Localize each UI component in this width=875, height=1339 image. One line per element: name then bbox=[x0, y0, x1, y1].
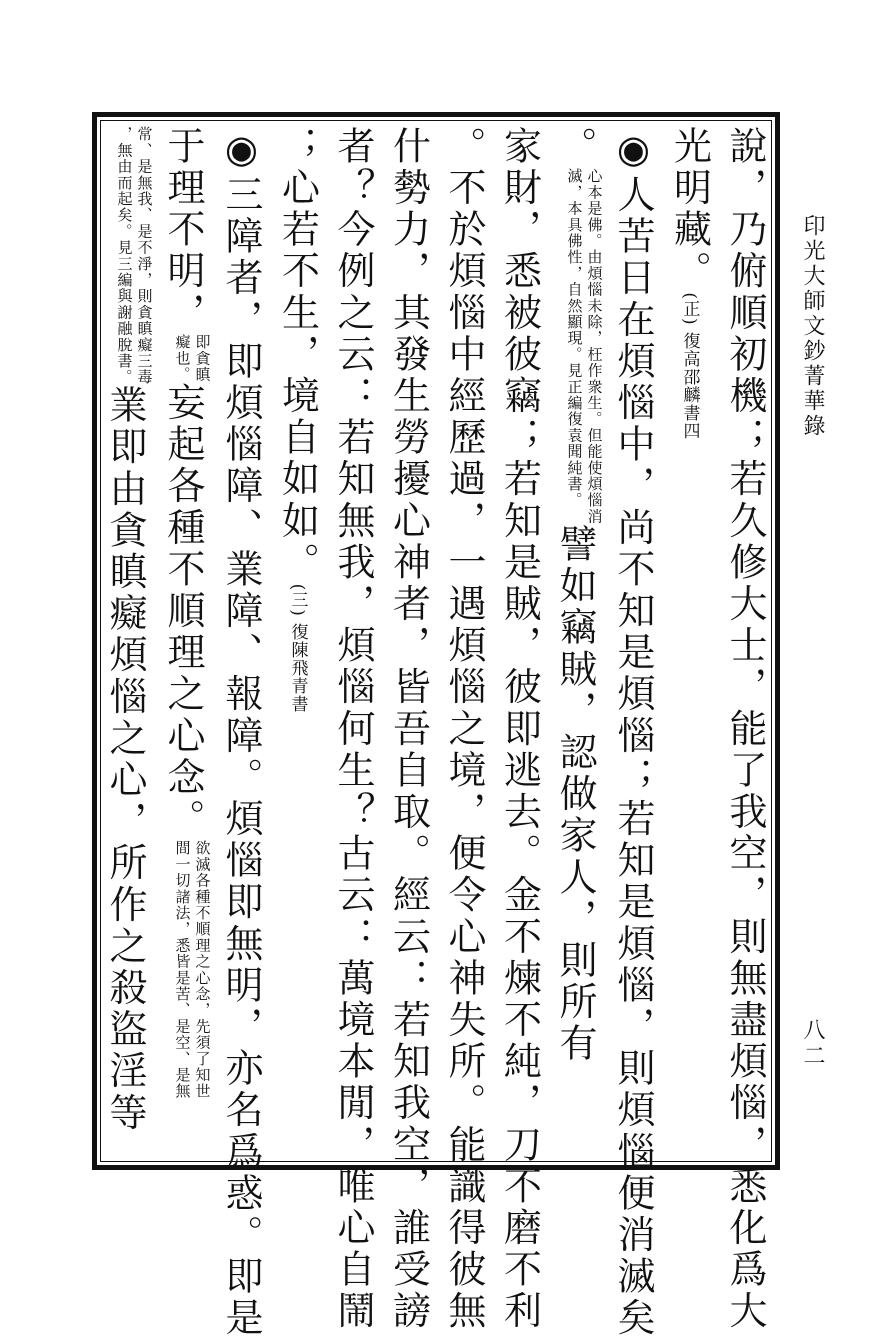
text-column bbox=[213, 126, 270, 1339]
text-column bbox=[380, 126, 436, 1333]
section-marker-icon: ◉ bbox=[219, 126, 264, 175]
text-run: 者？今例之云：若知無我，煩惱何生？古云：萬境本閒，唯心自鬧 bbox=[331, 126, 375, 1333]
source-reference: (正) 復高邵麟書四 bbox=[679, 292, 700, 441]
source-reference: (三) 復陳飛青書 bbox=[287, 583, 308, 714]
note-line: 滅，本具佛性，自然顯現。見正編復袁聞純書。 bbox=[565, 167, 584, 508]
text-run: 譬如竊賊，認做家人，則所有 bbox=[553, 524, 597, 1065]
text-run: 人苦日在煩惱中，尚不知是煩惱；若知是煩惱，則煩惱便消滅矣 bbox=[611, 174, 655, 1339]
text-column bbox=[436, 126, 492, 1333]
page-number: 八二 bbox=[800, 1018, 825, 1070]
text-run: 。 bbox=[553, 126, 597, 168]
body-text bbox=[103, 126, 772, 1339]
interlinear-note bbox=[565, 168, 605, 524]
book-title: 印光大師文鈔菁華錄 bbox=[800, 214, 825, 439]
note-line: 癡也。 bbox=[173, 334, 192, 383]
interlinear-note bbox=[115, 126, 155, 385]
text-run: 家財，悉被彼竊；若知是賊，彼即逃去。金不煉不純，刀不磨不利 bbox=[497, 126, 542, 1333]
note-line: 常、是無我、是不淨，則貪瞋癡三毒 bbox=[135, 126, 154, 386]
text-column bbox=[717, 126, 773, 1333]
text-run: 光明藏。 bbox=[667, 126, 712, 293]
text-column bbox=[269, 126, 325, 1126]
text-run: 業即由貪瞋癡煩惱之心，所作之殺盜淫等 bbox=[103, 385, 147, 1135]
text-run: 于理不明， bbox=[161, 126, 205, 334]
note-line: 心本是佛。由煩惱未除，枉作衆生。但能使煩惱消 bbox=[585, 167, 604, 525]
text-column bbox=[325, 126, 381, 1333]
text-run: 什勢力，其發生勞擾心神者，皆吾自取。經云：若知我空，誰受謗 bbox=[386, 126, 431, 1333]
section-marker-icon: ◉ bbox=[611, 126, 656, 175]
note-line: 欲滅各種不順理之心念，先須了知世 bbox=[193, 840, 212, 1100]
text-run: 。不於煩惱中經歷過，一遇煩惱之境，便令心神失所。能識得彼無 bbox=[442, 126, 486, 1333]
interlinear-note bbox=[173, 840, 213, 1099]
interlinear-note bbox=[173, 334, 213, 383]
text-column bbox=[491, 126, 547, 1333]
text-column bbox=[661, 126, 717, 1126]
text-run: 三障者，即煩惱障、業障、報障。煩惱即無明，亦名爲惑。即是 bbox=[219, 174, 263, 1339]
text-column bbox=[605, 126, 662, 1339]
text-run: ；心若不生，境自如如。 bbox=[275, 126, 320, 584]
text-column bbox=[155, 126, 213, 1126]
text-run: 妄起各種不順理之心念。 bbox=[161, 382, 205, 841]
note-line: 即貪瞋 bbox=[193, 334, 212, 383]
text-column bbox=[547, 126, 605, 1126]
note-line: 間一切諸法，悉皆是苦、是空、是無 bbox=[173, 840, 192, 1100]
text-column bbox=[97, 126, 155, 1135]
note-line: ，無由而起矣。見三編與謝融脫書。 bbox=[115, 126, 134, 386]
text-run: 說，乃俯順初機；若久修大士，能了我空，則無盡煩惱，悉化爲大 bbox=[723, 126, 767, 1333]
